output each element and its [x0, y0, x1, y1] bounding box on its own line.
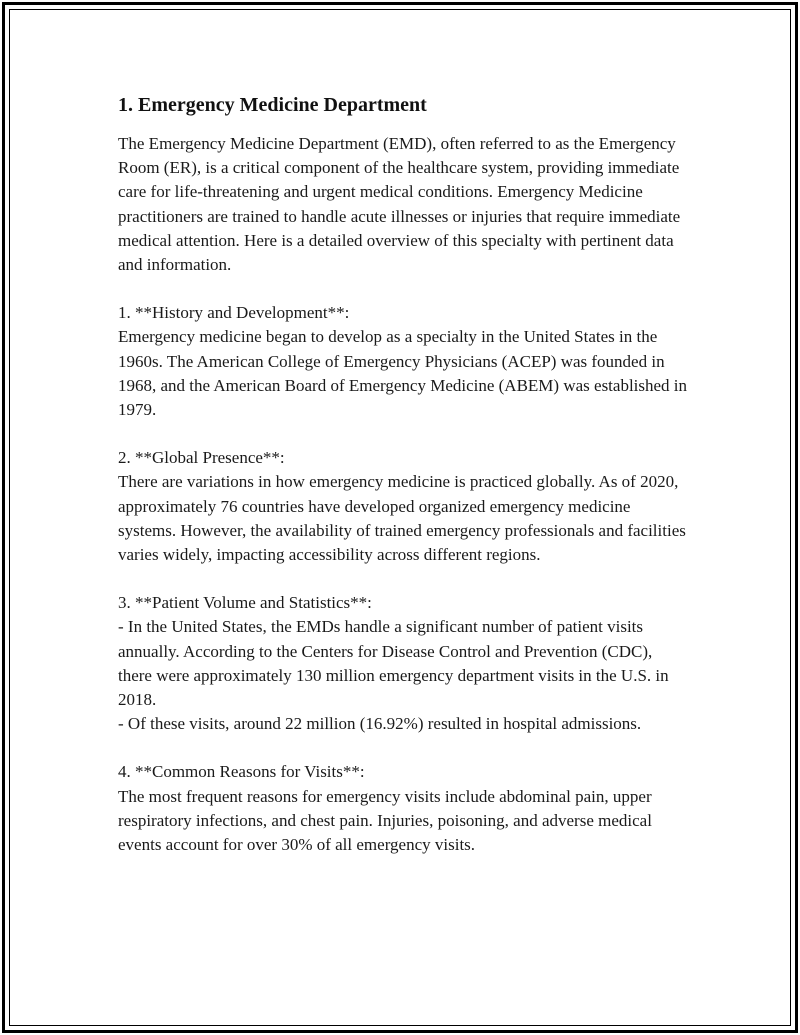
section-body: The most frequent reasons for emergency visits include abdominal pain, upper respiratory infections, and chest pain. Injuries, poisoning, and adverse medical events account for over 30% of all emergency visits.: [118, 786, 652, 855]
section-body: - In the United States, the EMDs handle a significant number of patient visits annually. According to the Centers for Disease Control and Prevention (CDC), there were approximately 130 million emergency department visits in the U.S. in 2018. - Of these visits, around 22 million (16.92%) resulted in hospital admissions.: [118, 617, 669, 734]
paragraph-gap: [118, 277, 690, 301]
section-body: Emergency medicine began to develop as a specialty in the United States in the 1960s. The American College of Emergency Physicians (ACEP) was founded in 1968, and the American Board of Emergency Medicine (ABEM) was established in 1979.: [118, 327, 688, 420]
section-heading: 3. **Patient Volume and Statistics**:: [118, 593, 372, 613]
section-heading: 2. **Global Presence**:: [118, 448, 285, 468]
document-body: [118, 92, 690, 857]
paragraph-gap: [118, 422, 690, 446]
section-body: There are variations in how emergency medicine is practiced globally. As of 2020, approximately 76 countries have developed organized emergency medicine systems. However, the availability of trained emergency professionals and facilities varies widely, impacting accessibility across different regions.: [118, 472, 686, 565]
intro-paragraph: The Emergency Medicine Department (EMD), often referred to as the Emergency Room (ER), is a critical component of the healthcare system, providing immediate care for life-threatening and urgent medical conditions. Emergency Medicine practitioners are trained to handle acute illnesses or injuries that require immediate medical attention. Here is a detailed overview of this specialty with pertinent data and information.: [118, 134, 681, 275]
section-heading: 1. **History and Development**:: [118, 303, 350, 323]
paragraph-gap: [118, 736, 690, 760]
document-title: 1. Emergency Medicine Department: [118, 94, 427, 116]
paragraph-gap: [118, 567, 690, 591]
section-heading: 4. **Common Reasons for Visits**:: [118, 762, 365, 782]
